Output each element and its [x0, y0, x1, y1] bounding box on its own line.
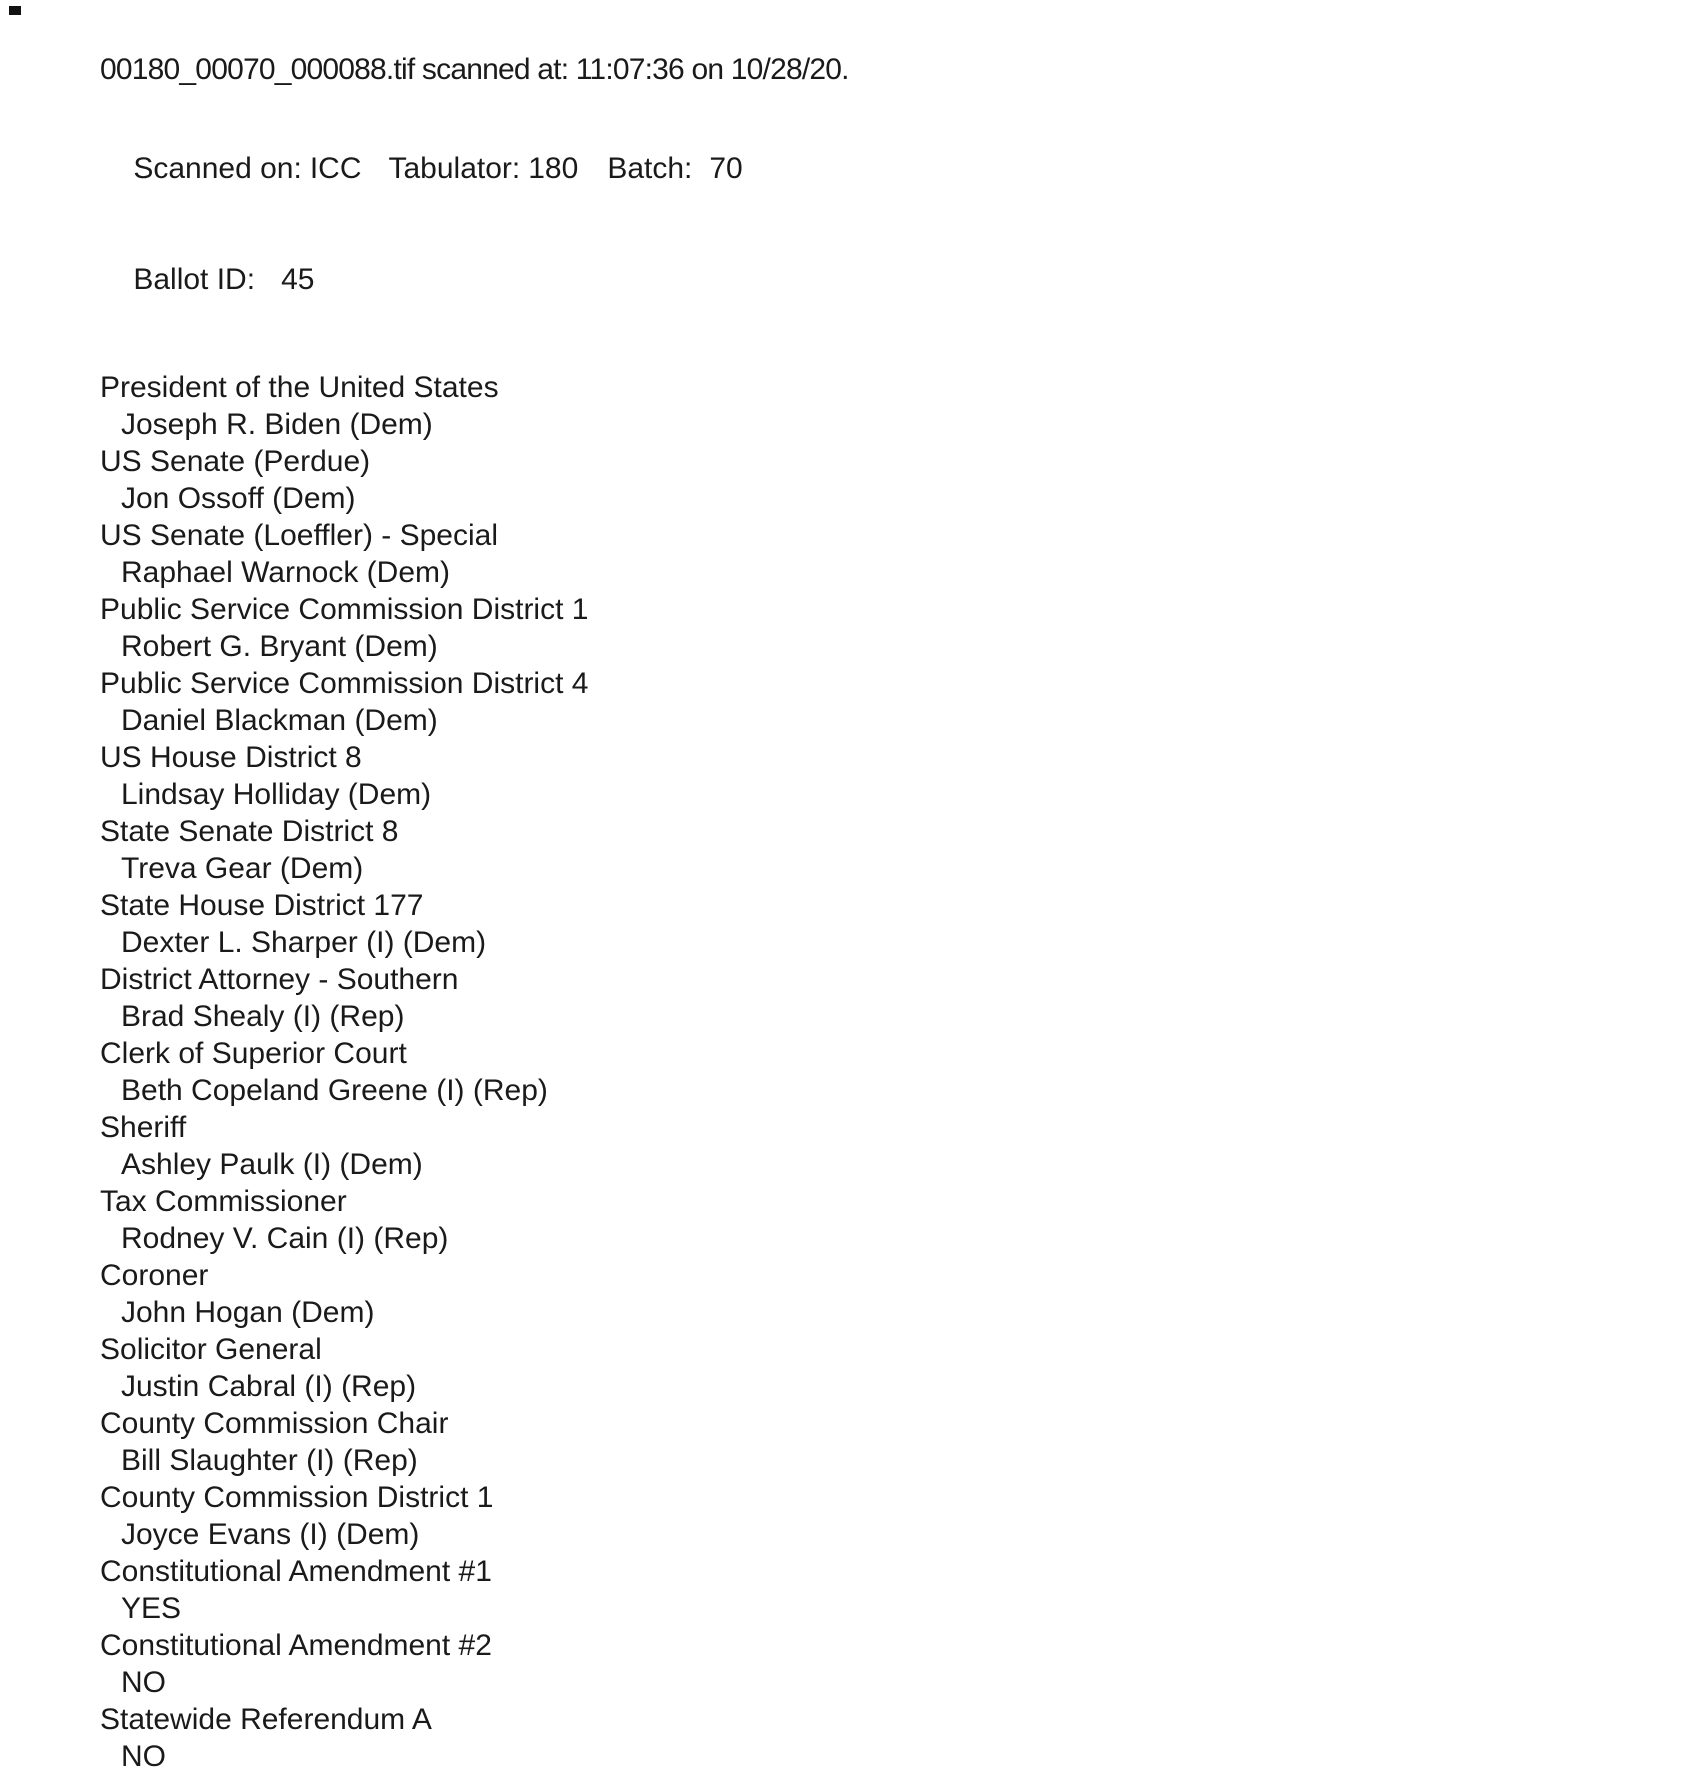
contest-row — [100, 1553, 1600, 1627]
contest-row — [100, 1109, 1600, 1183]
tabulator-label: Tabulator: — [388, 152, 521, 185]
contest-selection: Jon Ossoff (Dem) — [121, 482, 356, 515]
ballot-id-value: 45 — [281, 263, 315, 296]
contest-title: Clerk of Superior Court — [100, 1037, 407, 1070]
batch-value: 70 — [709, 152, 743, 185]
contest-row — [100, 443, 1600, 517]
contest-row — [100, 1035, 1600, 1109]
contest-selection: Bill Slaughter (I) (Rep) — [121, 1444, 418, 1477]
contest-title: US House District 8 — [100, 741, 362, 774]
scanned-on-label: Scanned on: — [133, 152, 302, 185]
contest-selection: Treva Gear (Dem) — [121, 852, 364, 885]
contest-row — [100, 1405, 1600, 1479]
contest-selection: Robert G. Bryant (Dem) — [121, 630, 438, 663]
scan-filename-line: 00180_00070_000088.tif scanned at: 11:07:36 on 10/28/20. — [100, 53, 849, 86]
contest-row — [100, 1183, 1600, 1257]
contest-title: US Senate (Loeffler) - Special — [100, 519, 498, 552]
contest-selection: Joseph R. Biden (Dem) — [121, 408, 433, 441]
contest-row — [100, 739, 1600, 813]
contest-title: State Senate District 8 — [100, 815, 399, 848]
contest-title: President of the United States — [100, 371, 499, 404]
contest-row — [100, 1331, 1600, 1405]
contest-selection: John Hogan (Dem) — [121, 1296, 375, 1329]
contest-title: Public Service Commission District 4 — [100, 667, 589, 700]
contest-title: District Attorney - Southern — [100, 963, 459, 996]
contest-row — [100, 1257, 1600, 1331]
contest-selection: Ashley Paulk (I) (Dem) — [121, 1148, 423, 1181]
contest-title: Coroner — [100, 1259, 209, 1292]
contest-selection: Rodney V. Cain (I) (Rep) — [121, 1222, 449, 1255]
contest-selection: NO — [121, 1666, 166, 1699]
batch-label: Batch: — [607, 152, 693, 185]
contest-selection: Beth Copeland Greene (I) (Rep) — [121, 1074, 548, 1107]
contest-row — [100, 665, 1600, 739]
tabulator-value: 180 — [528, 152, 579, 185]
contest-list — [100, 369, 1600, 1775]
contest-row — [100, 1701, 1600, 1775]
contest-row — [100, 887, 1600, 961]
contest-title: Tax Commissioner — [100, 1185, 347, 1218]
contest-selection: Brad Shealy (I) (Rep) — [121, 1000, 405, 1033]
contest-selection: Raphael Warnock (Dem) — [121, 556, 450, 589]
contest-selection: Lindsay Holliday (Dem) — [121, 778, 432, 811]
scanned-on-value: ICC — [309, 152, 362, 185]
contest-selection: Daniel Blackman (Dem) — [121, 704, 438, 737]
contest-title: US Senate (Perdue) — [100, 445, 371, 478]
contest-title: Solicitor General — [100, 1333, 322, 1366]
contest-row — [100, 961, 1600, 1035]
contest-row — [100, 517, 1600, 591]
contest-title: Statewide Referendum A — [100, 1703, 432, 1736]
contest-title: County Commission Chair — [100, 1407, 449, 1440]
contest-row — [100, 813, 1600, 887]
contest-selection: Dexter L. Sharper (I) (Dem) — [121, 926, 487, 959]
contest-row — [100, 1479, 1600, 1553]
contest-title: County Commission District 1 — [100, 1481, 494, 1514]
contest-selection: Joyce Evans (I) (Dem) — [121, 1518, 420, 1551]
contest-title: State House District 177 — [100, 889, 424, 922]
ballot-id-label: Ballot ID: — [133, 263, 256, 296]
contest-title: Constitutional Amendment #2 — [100, 1629, 492, 1662]
contest-title: Public Service Commission District 1 — [100, 593, 589, 626]
contest-row — [100, 369, 1600, 443]
contest-row — [100, 1627, 1600, 1701]
contest-title: Sheriff — [100, 1111, 187, 1144]
contest-row — [100, 591, 1600, 665]
contest-title: Constitutional Amendment #1 — [100, 1555, 492, 1588]
contest-selection: Justin Cabral (I) (Rep) — [121, 1370, 417, 1403]
ballot-id-line — [100, 224, 1600, 335]
scanned-ballot-document — [100, 0, 1600, 1775]
contest-selection: YES — [121, 1592, 182, 1625]
scan-info-line — [100, 113, 1600, 224]
contest-selection: NO — [121, 1740, 166, 1773]
scan-artifact-mark — [9, 6, 21, 15]
